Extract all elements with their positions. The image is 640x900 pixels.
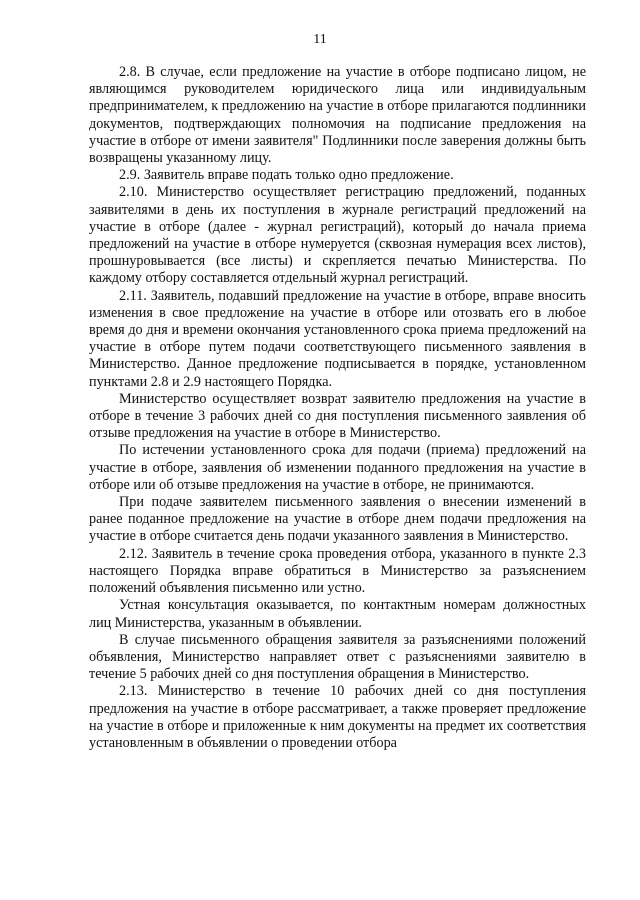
- paragraph-change-submission-date: При подаче заявителем письменного заявления о внесении изменений в ранее поданное предложение на участие в отборе днем подачи предложения на участие в отборе считается день подачи указанного заявления в Министерство.: [89, 494, 586, 545]
- document-body: [89, 64, 586, 752]
- paragraph-return-proposal: Министерство осуществляет возврат заявителю предложения на участие в отборе в течение 3 рабочих дней со дня поступления письменного заявления об отзыве предложения на участие в отборе в Министерство.: [89, 390, 586, 442]
- paragraph-2-12: 2.12. Заявитель в течение срока проведения отбора, указанного в пункте 2.3 настоящего Порядка вправе обратиться в Министерство за разъяснением положений объявления письменно или устно.: [89, 545, 586, 597]
- page-number: 11: [313, 32, 327, 47]
- paragraph-deadline-expiry: По истечении установленного срока для подачи (приема) предложений на участие в отборе, заявления об изменении поданного предложения на участие в отборе или об отзыве предложения на участие в отборе, не принимаются.: [89, 442, 586, 493]
- paragraph-2-10: 2.10. Министерство осуществляет регистрацию предложений, поданных заявителями в день их поступления в журнале регистраций предложений на участие в отборе (далее - журнал регистраций), который до начала приема предложений на участие в отборе нумеруется (сквозная нумерация всех листов), прошнуровывается (все листы) и скрепляется печатью Министерства. По каждому отбору составляется отдельный журнал регистраций.: [89, 184, 586, 287]
- paragraph-2-9: 2.9. Заявитель вправе подать только одно предложение.: [119, 167, 454, 184]
- paragraph-2-11: 2.11. Заявитель, подавший предложение на участие в отборе, вправе вносить изменения в свое предложение на участие в отборе или отозвать его в любое время до дня и времени окончания установленного срока приема предложений на участие в отборе путем подачи соответствующего письменного заявления в Министерство. Данное предложение подписывается в порядке, установленном пунктами 2.8 и 2.9 настоящего Порядка.: [89, 287, 586, 390]
- paragraph-2-13: 2.13. Министерство в течение 10 рабочих дней со дня поступления предложения на участие в отборе рассматривает, а также проверяет предложение на участие в отборе и приложенные к ним документы на предмет их соответствия установленным в объявлении о проведении отбора: [89, 683, 586, 751]
- paragraph-2-8: 2.8. В случае, если предложение на участие в отборе подписано лицом, не являющимся руководителем юридического лица или индивидуальным предпринимателем, к предложению на участие в отборе прилагаются подлинники документов, подтверждающих полномочия на подписание предложения на участие в отборе от имени заявителя" Подлинники после заверения должны быть возвращены указанному лицу.: [89, 64, 586, 167]
- paragraph-oral-consultation: Устная консультация оказывается, по контактным номерам должностных лиц Министерства, указанным в объявлении.: [89, 597, 586, 631]
- paragraph-written-request: В случае письменного обращения заявителя за разъяснениями положений объявления, Министерство направляет ответ с разъяснениями заявителю в течение 5 рабочих дней со дня поступления обращения в Министерство.: [89, 631, 586, 683]
